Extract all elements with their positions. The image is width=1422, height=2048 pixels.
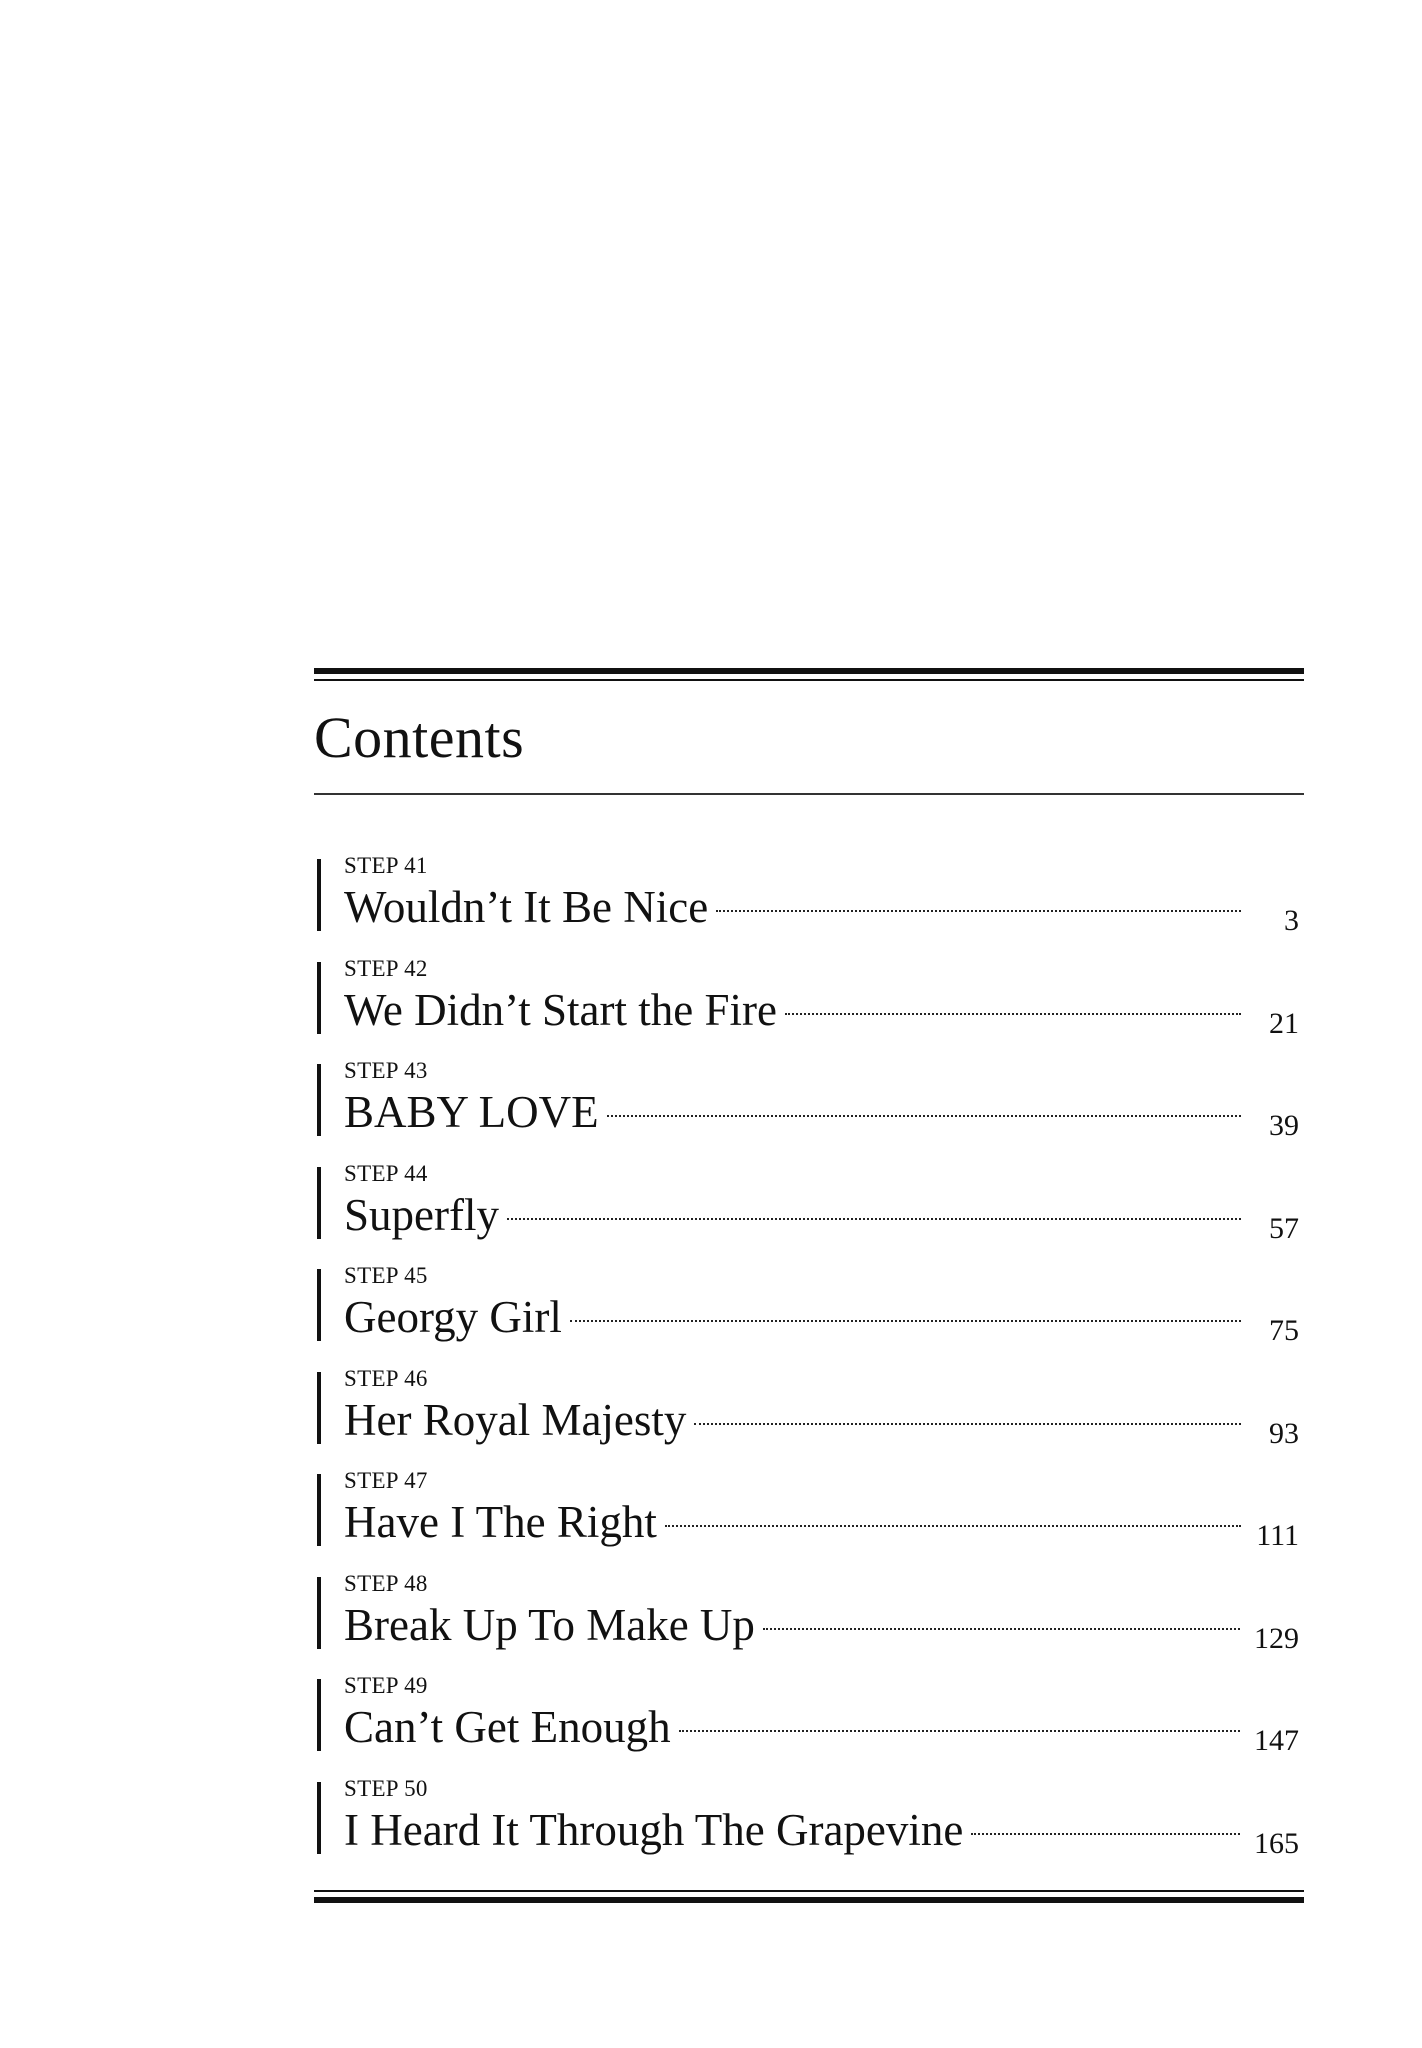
entry-line xyxy=(344,1599,1299,1655)
dot-leader xyxy=(570,1320,1241,1322)
entry-bar xyxy=(317,1269,321,1341)
entry-line xyxy=(344,1189,1299,1245)
dot-leader xyxy=(507,1218,1241,1220)
page-number: 21 xyxy=(1269,1006,1299,1040)
chapter-title: I Heard It Through The Grapevine xyxy=(344,1804,964,1855)
table-of-contents xyxy=(314,668,1304,1878)
dot-leader xyxy=(716,910,1241,912)
toc-entry[interactable] xyxy=(314,853,1304,956)
entry-bar xyxy=(317,1782,321,1854)
entry-bar xyxy=(317,1679,321,1751)
entry-line xyxy=(344,881,1299,937)
entry-line xyxy=(344,1291,1299,1347)
bottom-rules xyxy=(314,1890,1304,1903)
entry-bar xyxy=(317,1577,321,1649)
page-title: Contents xyxy=(314,705,525,770)
toc-entry[interactable] xyxy=(314,1058,1304,1161)
step-label: STEP 42 xyxy=(344,955,428,981)
title-underline xyxy=(314,793,1304,795)
entry-line xyxy=(344,1086,1299,1142)
chapter-title: Her Royal Majesty xyxy=(344,1394,687,1445)
chapter-title: Break Up To Make Up xyxy=(344,1599,755,1650)
chapter-title: We Didn’t Start the Fire xyxy=(344,984,777,1035)
dot-leader xyxy=(694,1423,1241,1425)
entry-bar xyxy=(317,1474,321,1546)
dot-leader xyxy=(785,1013,1241,1015)
entry-line xyxy=(344,1701,1299,1757)
dot-leader xyxy=(763,1628,1240,1630)
page-number: 93 xyxy=(1269,1416,1299,1450)
dot-leader xyxy=(971,1833,1240,1835)
chapter-title: BABY LOVE xyxy=(344,1087,599,1137)
top-thin-rule xyxy=(314,679,1304,681)
entry-line xyxy=(344,984,1299,1040)
page-number: 39 xyxy=(1269,1109,1299,1142)
entry-bar xyxy=(317,1064,321,1136)
dot-leader xyxy=(665,1525,1241,1527)
step-label: STEP 46 xyxy=(344,1365,428,1391)
toc-entry[interactable] xyxy=(314,1366,1304,1469)
chapter-title: Wouldn’t It Be Nice xyxy=(344,882,709,932)
entry-bar xyxy=(317,1167,321,1239)
step-label: STEP 50 xyxy=(344,1775,428,1801)
entry-bar xyxy=(317,1372,321,1444)
toc-entry[interactable] xyxy=(314,956,1304,1059)
page-number: 129 xyxy=(1254,1621,1299,1655)
toc-entry[interactable] xyxy=(314,1776,1304,1879)
chapter-title: Have I The Right xyxy=(344,1497,657,1547)
page-number: 147 xyxy=(1254,1724,1299,1757)
entry-line xyxy=(344,1394,1299,1450)
toc-entry[interactable] xyxy=(314,1468,1304,1571)
entry-bar xyxy=(317,859,321,931)
step-label: STEP 49 xyxy=(344,1673,428,1698)
entry-line xyxy=(344,1804,1299,1860)
step-label: STEP 45 xyxy=(344,1263,428,1288)
entry-bar xyxy=(317,962,321,1034)
bottom-thick-rule xyxy=(314,1897,1304,1903)
step-label: STEP 48 xyxy=(344,1570,428,1596)
toc-entry[interactable] xyxy=(314,1673,1304,1776)
dot-leader xyxy=(607,1115,1241,1117)
chapter-title: Georgy Girl xyxy=(344,1292,562,1342)
dot-leader xyxy=(679,1730,1240,1732)
step-label: STEP 43 xyxy=(344,1058,428,1083)
top-rules xyxy=(314,668,1304,681)
step-label: STEP 44 xyxy=(344,1160,428,1186)
entry-list xyxy=(314,853,1304,1878)
entry-line xyxy=(344,1496,1299,1552)
page-number: 75 xyxy=(1269,1314,1299,1347)
page-number: 3 xyxy=(1284,904,1299,937)
page-number: 165 xyxy=(1254,1826,1299,1860)
chapter-title: Can’t Get Enough xyxy=(344,1702,671,1752)
page-number: 111 xyxy=(1256,1519,1299,1552)
step-label: STEP 47 xyxy=(344,1468,428,1493)
toc-entry[interactable] xyxy=(314,1571,1304,1674)
chapter-title: Superfly xyxy=(344,1189,499,1240)
step-label: STEP 41 xyxy=(344,853,428,878)
toc-entry[interactable] xyxy=(314,1161,1304,1264)
page-number: 57 xyxy=(1269,1211,1299,1245)
toc-entry[interactable] xyxy=(314,1263,1304,1366)
